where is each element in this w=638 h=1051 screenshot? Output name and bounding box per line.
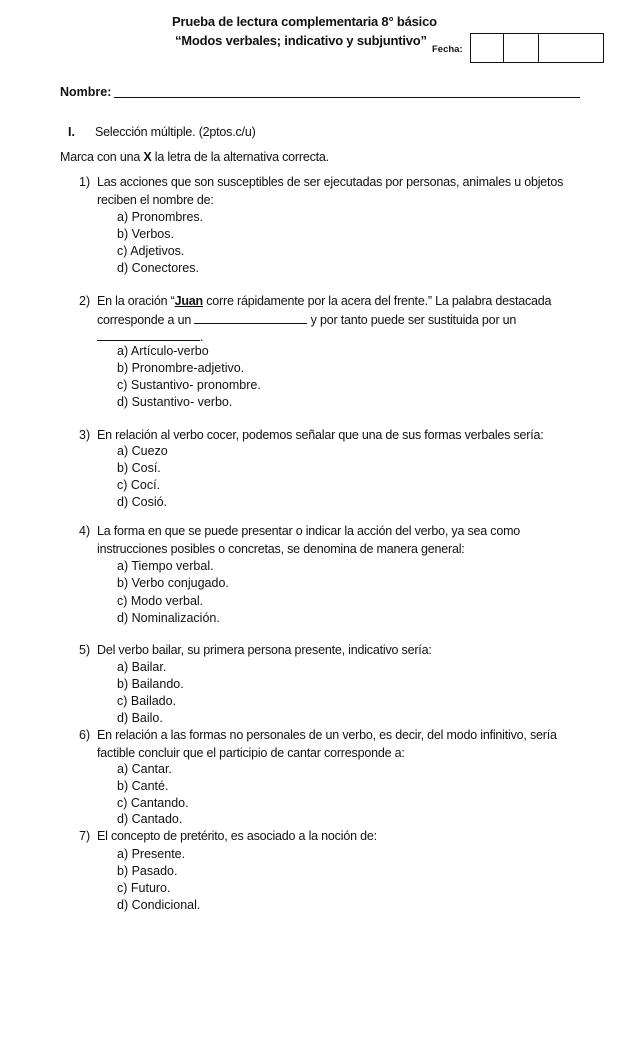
question-text-line [97,294,551,308]
question-text-line: Del verbo bailar, su primera persona presente, indicativo sería: [97,643,432,657]
question-text-line: En relación a las formas no personales de un verbo, es decir, del modo infinitivo, sería [97,728,557,742]
option-item[interactable]: a) Cantar. [117,762,172,776]
question-text-line: La forma en que se puede presentar o indicar la acción del verbo, ya sea como [97,524,521,538]
option-item[interactable]: a) Bailar. [117,660,167,674]
option-item[interactable]: b) Verbos. [117,227,174,241]
question-text-line: Las acciones que son susceptibles de ser ejecutadas por personas, animales u objetos [97,175,564,189]
nombre-label: Nombre: [60,85,112,99]
question-text-line [97,312,516,327]
question-text-line: El concepto de pretérito, es asociado a la noción de: [97,829,377,843]
option-item[interactable]: b) Cosí. [117,461,161,475]
instruction [60,150,329,164]
option-item[interactable]: c) Sustantivo- pronombre. [117,378,261,392]
option-item[interactable]: d) Bailo. [117,711,163,725]
test-title: Prueba de lectura complementaria 8° básico [172,14,437,29]
blank-field-2[interactable] [97,329,200,341]
question-number: 7) [79,829,91,843]
date-box-cell-3[interactable] [539,34,603,62]
option-item[interactable]: d) Nominalización. [117,611,220,625]
option-item[interactable]: a) Cuezo [117,444,168,458]
question-number: 4) [79,524,91,538]
question-number: 3) [79,428,91,442]
blank-field-1[interactable] [194,312,307,324]
test-subtitle: “Modos verbales; indicativo y subjuntivo” [175,33,427,48]
question-number: 5) [79,643,91,657]
option-item[interactable]: c) Modo verbal. [117,594,204,608]
option-item[interactable]: d) Cosió. [117,495,168,509]
instruction-pre: Marca con una [60,150,144,164]
q2-line3-end: . [200,330,204,344]
question-text-line: En relación al verbo cocer, podemos señalar que una de sus formas verbales sería: [97,428,544,442]
q2-line2-post: y por tanto puede ser sustituida por un [307,313,517,327]
option-item[interactable]: b) Bailando. [117,677,184,691]
nombre-field[interactable] [114,97,580,98]
q2-text-pre: En la oración “ [97,294,175,308]
question-text-line [97,329,203,344]
question-number: 2) [79,294,91,308]
option-item[interactable]: c) Futuro. [117,881,171,895]
option-item[interactable]: a) Presente. [117,847,186,861]
section-heading: Selección múltiple. (2ptos.c/u) [95,125,256,139]
option-item[interactable]: c) Cantando. [117,796,189,810]
option-item[interactable]: d) Conectores. [117,261,199,275]
instruction-mark: X [143,150,152,164]
option-item[interactable]: c) Cocí. [117,478,161,492]
option-item[interactable]: d) Sustantivo- verbo. [117,395,233,409]
question-text-line: factible concluir que el participio de cantar corresponde a: [97,746,405,760]
question-text-line: instrucciones posibles o concretas, se denomina de manera general: [97,542,465,556]
question-text-line: reciben el nombre de: [97,193,214,207]
q2-line2-pre: corresponde a un [97,313,195,327]
option-item[interactable]: a) Pronombres. [117,210,204,224]
date-grade-box[interactable] [470,33,604,63]
instruction-post: la letra de la alternativa correcta. [151,150,329,164]
date-box-cell-2[interactable] [504,34,539,62]
fecha-label: Fecha: [432,44,463,55]
q2-highlight-word: Juan [174,294,203,308]
option-item[interactable]: d) Cantado. [117,812,183,826]
option-item[interactable]: b) Pasado. [117,864,178,878]
option-item[interactable]: c) Adjetivos. [117,244,185,258]
option-item[interactable]: b) Pronombre-adjetivo. [117,361,245,375]
question-number: 6) [79,728,91,742]
option-item[interactable]: a) Artículo-verbo [117,344,209,358]
question-number: 1) [79,175,91,189]
option-item[interactable]: c) Bailado. [117,694,177,708]
q2-text-post: corre rápidamente por la acera del frente.” La palabra destacada [202,294,552,308]
option-item[interactable]: b) Verbo conjugado. [117,576,229,590]
section-numeral: I. [68,125,75,139]
date-box-cell-1[interactable] [471,34,504,62]
option-item[interactable]: d) Condicional. [117,898,201,912]
option-item[interactable]: a) Tiempo verbal. [117,559,214,573]
option-item[interactable]: b) Canté. [117,779,169,793]
